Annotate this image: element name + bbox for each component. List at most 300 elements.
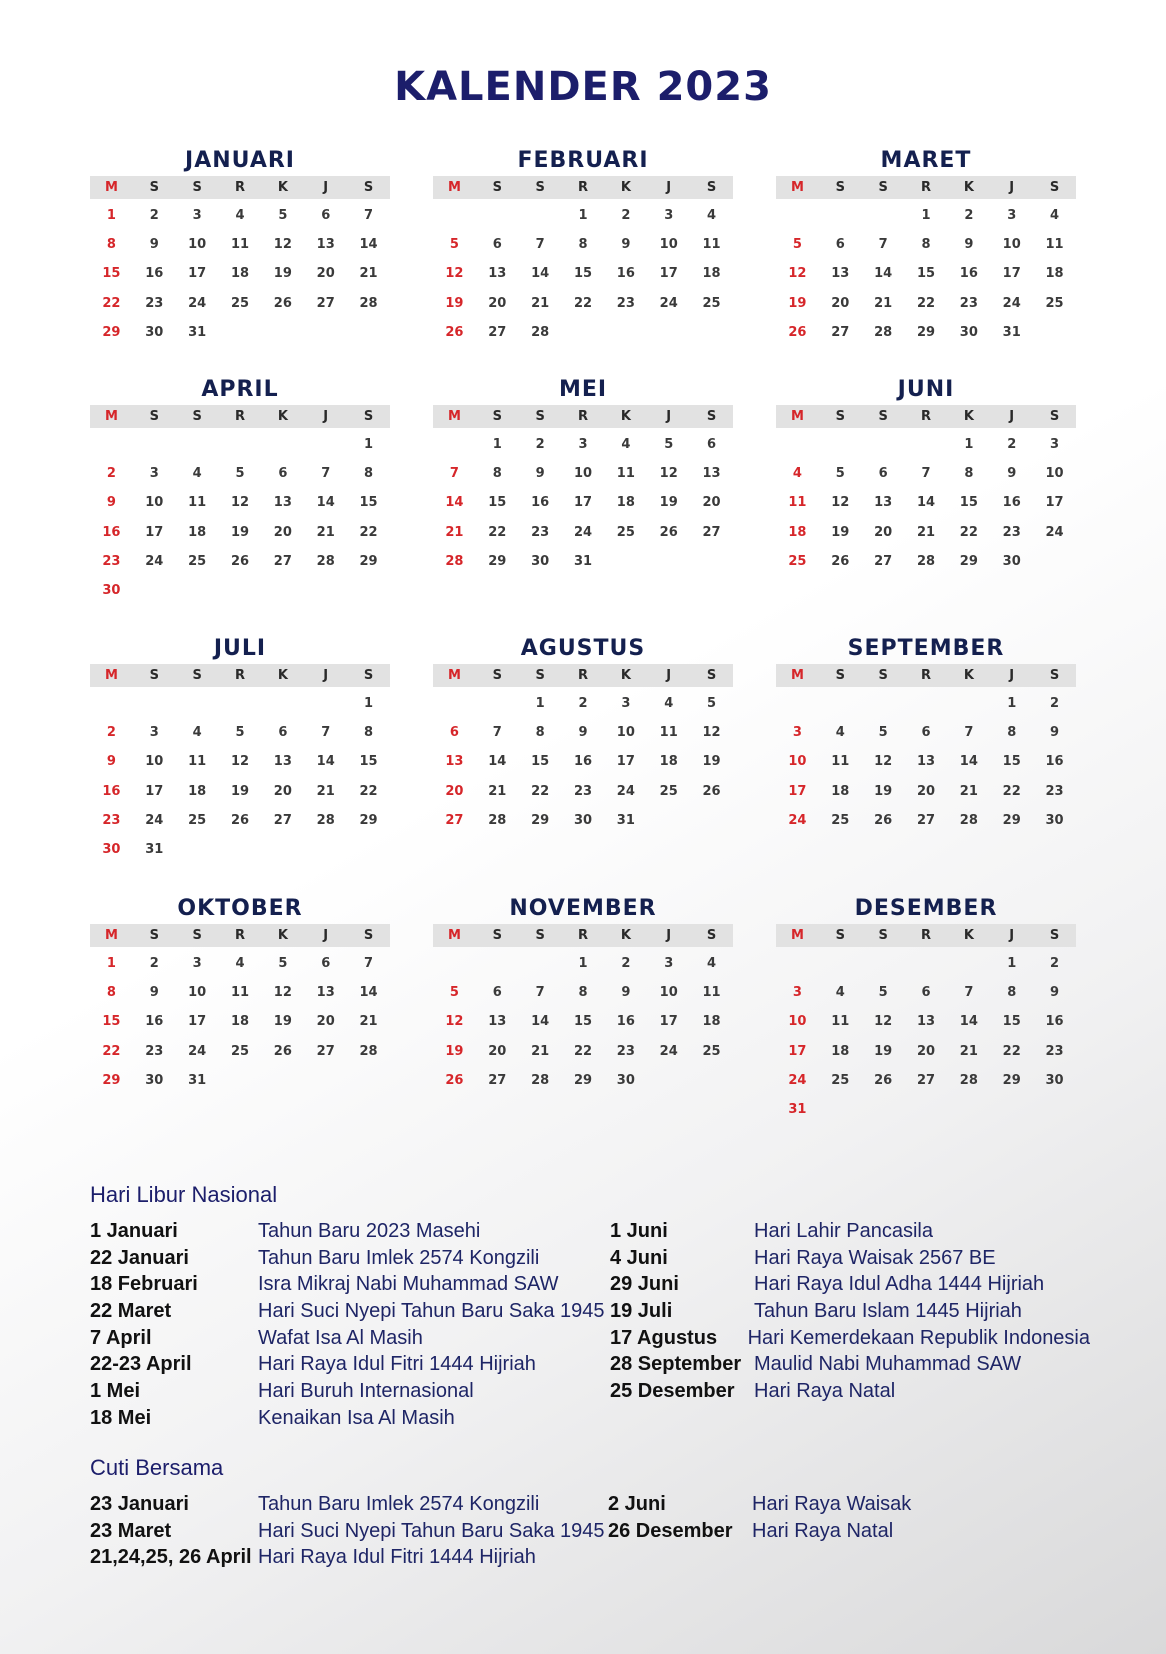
months-grid (90, 148, 1080, 1156)
day-cell: 26 (874, 812, 893, 828)
day-cell: 29 (573, 1072, 593, 1088)
day-cell: 21 (531, 295, 550, 311)
day-cell: 11 (188, 495, 207, 511)
empty-day-cell (433, 689, 476, 718)
day-cell: 12 (788, 266, 807, 282)
day-cell: 29 (1002, 812, 1021, 828)
month-name: APRIL (201, 377, 279, 402)
day-cell: 16 (1045, 754, 1064, 770)
day-cell: 3 (621, 696, 631, 711)
day-cell: 13 (488, 1014, 507, 1030)
day-cell: 16 (102, 524, 121, 540)
day-cell: 15 (1002, 1014, 1021, 1030)
day-cell: 11 (702, 985, 721, 1001)
weekday-header (776, 664, 1076, 687)
empty-day-cell (776, 201, 819, 230)
holiday-date: 29 Juni (610, 1273, 679, 1296)
day-cell: 1 (364, 696, 374, 711)
day-cell: 25 (831, 812, 850, 828)
holiday-row (610, 1298, 1090, 1325)
weekday-label: S (363, 928, 374, 943)
weekday-label: J (666, 928, 672, 943)
day-cell: 10 (659, 237, 678, 253)
day-cell: 15 (573, 266, 593, 282)
day-cell: 6 (492, 985, 502, 1001)
day-cell: 17 (659, 266, 678, 282)
day-cell: 23 (959, 295, 978, 311)
weekday-label: K (620, 668, 631, 683)
day-cell: 17 (659, 1014, 678, 1030)
holiday-date: 21,24,25, 26 April (90, 1546, 252, 1569)
day-cell: 28 (916, 553, 936, 569)
day-cell: 5 (664, 437, 674, 452)
day-cell: 8 (364, 466, 374, 482)
day-cell: 28 (874, 324, 893, 340)
day-cell: 22 (573, 1043, 593, 1059)
day-cell: 7 (535, 237, 545, 253)
day-cell: 29 (102, 324, 121, 340)
day-cell: 8 (535, 725, 545, 741)
day-cell: 19 (659, 495, 678, 511)
day-cell: 7 (492, 725, 502, 741)
day-cell: 15 (959, 495, 978, 511)
day-cell: 29 (531, 812, 550, 828)
day-cell: 30 (616, 1072, 635, 1088)
day-cell: 5 (235, 466, 245, 482)
day-cell: 17 (573, 495, 593, 511)
day-cell: 2 (149, 956, 159, 971)
weekday-label: S (363, 668, 374, 683)
weekday-label: R (234, 668, 245, 683)
day-cell: 1 (106, 956, 116, 971)
weekday-label: S (149, 180, 159, 195)
day-cell: 17 (188, 266, 207, 282)
empty-day-cell (905, 689, 948, 718)
day-cell: 22 (359, 524, 378, 540)
day-cell: 30 (959, 324, 978, 340)
day-cell: 12 (230, 754, 250, 770)
day-cell: 9 (621, 985, 631, 1001)
weekday-label: J (323, 409, 329, 424)
day-cell: 2 (1050, 956, 1060, 971)
day-cell: 29 (488, 553, 507, 569)
month-name: MEI (558, 377, 608, 402)
day-cell: 30 (145, 1072, 164, 1088)
day-cell: 20 (488, 1043, 507, 1059)
day-cell: 12 (230, 495, 250, 511)
weekday-label: S (149, 668, 159, 683)
weekday-label: S (706, 668, 717, 683)
day-cell: 12 (273, 985, 292, 1001)
weekday-label: M (447, 668, 461, 683)
weekday-header (90, 176, 390, 199)
holiday-date: 18 Mei (90, 1406, 152, 1429)
day-cell: 15 (359, 495, 378, 511)
day-cell: 11 (230, 237, 250, 253)
weekday-label: K (620, 409, 631, 424)
day-cell: 9 (1050, 985, 1060, 1001)
day-cell: 31 (188, 1072, 207, 1088)
day-cell: 5 (278, 956, 288, 971)
day-cell: 16 (145, 266, 164, 282)
day-cell: 4 (835, 985, 845, 1001)
weekday-label: S (149, 409, 159, 424)
day-cell: 25 (702, 295, 721, 311)
day-cell: 6 (278, 466, 288, 482)
day-cell: 13 (831, 266, 850, 282)
empty-day-cell (905, 430, 948, 459)
day-cell: 18 (230, 1014, 250, 1030)
day-cell: 1 (1007, 696, 1017, 711)
day-cell: 29 (959, 553, 978, 569)
day-cell: 10 (788, 754, 807, 770)
holiday-date: 22-23 April (90, 1353, 192, 1376)
weekday-label: M (104, 409, 118, 424)
day-cell: 17 (1045, 495, 1064, 511)
holiday-date: 2 Juni (608, 1493, 666, 1515)
empty-day-cell (776, 689, 819, 718)
day-cell: 23 (1002, 524, 1021, 540)
day-cell: 20 (916, 783, 936, 799)
day-cell: 24 (659, 1043, 678, 1059)
day-cell: 30 (1045, 812, 1064, 828)
weekday-label: K (277, 409, 288, 424)
day-cell: 18 (188, 524, 207, 540)
day-cell: 22 (102, 1043, 121, 1059)
day-cell: 8 (106, 985, 116, 1001)
empty-day-cell (304, 430, 347, 459)
day-cell: 22 (359, 783, 378, 799)
day-cell: 1 (964, 437, 974, 452)
weekday-label: R (234, 409, 245, 424)
day-cell: 30 (145, 324, 164, 340)
holiday-name: Hari Lahir Pancasila (754, 1220, 933, 1242)
day-grid (433, 949, 733, 1095)
day-cell: 22 (573, 295, 593, 311)
empty-day-cell (176, 689, 219, 718)
day-cell: 2 (106, 725, 116, 741)
day-cell: 1 (921, 208, 931, 223)
day-cell: 14 (316, 754, 335, 770)
weekday-label: S (492, 668, 502, 683)
weekday-label: M (447, 928, 461, 943)
holiday-row (90, 1325, 610, 1352)
month-september (776, 636, 1076, 896)
empty-day-cell (176, 430, 219, 459)
empty-day-cell (433, 430, 476, 459)
day-cell: 11 (788, 495, 807, 511)
day-cell: 30 (102, 841, 121, 857)
month-agustus (433, 636, 733, 896)
day-cell: 27 (916, 812, 936, 828)
day-cell: 14 (359, 985, 378, 1001)
day-cell: 19 (874, 783, 893, 799)
day-cell: 5 (278, 208, 288, 223)
day-cell: 24 (145, 553, 164, 569)
weekday-header (90, 405, 390, 428)
day-cell: 5 (449, 237, 459, 253)
weekday-label: R (234, 928, 245, 943)
day-cell: 13 (916, 1014, 936, 1030)
holiday-name: Hari Raya Waisak (752, 1493, 912, 1515)
day-cell: 11 (831, 754, 850, 770)
day-cell: 30 (531, 553, 550, 569)
day-grid (90, 430, 390, 605)
day-cell: 16 (531, 495, 550, 511)
weekday-label: R (577, 180, 588, 195)
weekday-label: K (963, 668, 974, 683)
day-cell: 24 (1002, 295, 1021, 311)
holiday-name: Tahun Baru Islam 1445 Hijriah (754, 1300, 1022, 1323)
day-cell: 17 (188, 1014, 207, 1030)
day-cell: 30 (1002, 553, 1021, 569)
day-cell: 7 (964, 725, 974, 741)
empty-day-cell (133, 430, 176, 459)
day-cell: 10 (145, 495, 164, 511)
weekday-label: K (620, 928, 631, 943)
day-cell: 26 (831, 553, 850, 569)
day-cell: 15 (359, 754, 378, 770)
day-cell: 8 (921, 237, 931, 253)
day-cell: 25 (230, 295, 250, 311)
national-holidays-left-column (90, 1218, 610, 1432)
day-cell: 7 (921, 466, 931, 482)
day-cell: 9 (106, 754, 116, 770)
day-cell: 15 (531, 754, 550, 770)
holiday-row (90, 1245, 610, 1272)
day-cell: 25 (188, 553, 207, 569)
day-cell: 20 (874, 524, 893, 540)
weekday-label: S (535, 180, 545, 195)
weekday-label: J (1009, 409, 1015, 424)
holiday-date: 1 Januari (90, 1220, 178, 1242)
day-cell: 1 (106, 208, 116, 223)
holiday-date: 26 Desember (608, 1519, 733, 1542)
day-cell: 24 (145, 812, 164, 828)
day-cell: 26 (445, 324, 464, 340)
day-cell: 13 (445, 754, 464, 770)
weekday-label: S (192, 409, 202, 424)
holiday-date: 18 Februari (90, 1273, 198, 1296)
weekday-label: J (323, 928, 329, 943)
day-cell: 14 (531, 266, 550, 282)
day-cell: 4 (235, 956, 245, 971)
day-cell: 12 (702, 725, 721, 741)
day-cell: 28 (359, 1043, 378, 1059)
day-cell: 8 (364, 725, 374, 741)
day-cell: 14 (316, 495, 335, 511)
weekday-label: K (277, 668, 288, 683)
weekday-label: S (492, 928, 502, 943)
empty-day-cell (862, 689, 905, 718)
empty-day-cell (519, 949, 562, 978)
holiday-date: 23 Maret (90, 1519, 172, 1542)
day-cell: 10 (145, 754, 164, 770)
day-cell: 15 (102, 266, 121, 282)
month-name: OKTOBER (177, 896, 303, 921)
day-cell: 24 (1045, 524, 1064, 540)
weekday-label: M (447, 180, 461, 195)
day-cell: 23 (102, 553, 121, 569)
month-name: JUNI (897, 377, 955, 402)
day-cell: 22 (916, 295, 936, 311)
holiday-name: Hari Raya Waisak 2567 BE (754, 1246, 996, 1269)
day-cell: 17 (1002, 266, 1021, 282)
day-cell: 6 (921, 985, 931, 1001)
day-cell: 26 (659, 524, 678, 540)
day-cell: 18 (230, 266, 250, 282)
day-cell: 20 (488, 295, 507, 311)
day-cell: 27 (874, 553, 893, 569)
day-cell: 31 (616, 812, 635, 828)
day-cell: 7 (535, 985, 545, 1001)
day-cell: 26 (874, 1072, 893, 1088)
weekday-label: S (535, 668, 545, 683)
day-cell: 11 (616, 466, 635, 482)
day-cell: 14 (959, 1014, 978, 1030)
holiday-date: 17 Agustus (610, 1326, 718, 1349)
day-cell: 5 (878, 985, 888, 1001)
holiday-name: Tahun Baru 2023 Masehi (258, 1220, 481, 1242)
day-cell: 24 (616, 783, 635, 799)
day-cell: 3 (192, 956, 202, 971)
day-cell: 19 (831, 524, 850, 540)
holiday-name: Wafat Isa Al Masih (258, 1326, 423, 1349)
weekday-label: S (835, 928, 845, 943)
day-cell: 9 (149, 985, 159, 1001)
day-cell: 19 (273, 1014, 292, 1030)
weekday-label: R (920, 409, 931, 424)
day-cell: 4 (707, 208, 717, 223)
day-cell: 7 (964, 985, 974, 1001)
empty-day-cell (519, 201, 562, 230)
weekday-label: M (790, 668, 804, 683)
day-cell: 21 (959, 1043, 978, 1059)
weekday-header (433, 176, 733, 199)
holiday-name: Hari Raya Natal (752, 1519, 894, 1542)
day-cell: 1 (535, 696, 545, 711)
day-cell: 17 (145, 783, 164, 799)
weekday-label: S (1049, 668, 1060, 683)
day-cell: 28 (959, 812, 978, 828)
day-cell: 28 (531, 324, 550, 340)
day-cell: 28 (531, 1072, 550, 1088)
day-cell: 27 (702, 524, 721, 540)
day-cell: 3 (578, 437, 588, 452)
national-holidays-title: Hari Libur Nasional (90, 1182, 278, 1207)
empty-day-cell (90, 430, 133, 459)
day-cell: 3 (192, 208, 202, 223)
day-cell: 24 (659, 295, 678, 311)
day-cell: 28 (316, 553, 335, 569)
day-cell: 10 (788, 1014, 807, 1030)
day-cell: 20 (831, 295, 850, 311)
day-cell: 27 (488, 1072, 507, 1088)
weekday-label: J (1009, 668, 1015, 683)
day-cell: 4 (707, 956, 717, 971)
day-cell: 20 (316, 1014, 335, 1030)
weekday-label: J (666, 409, 672, 424)
day-cell: 23 (102, 812, 121, 828)
day-cell: 5 (235, 725, 245, 741)
holiday-row (90, 1378, 610, 1405)
weekday-label: S (363, 409, 374, 424)
day-cell: 20 (273, 524, 292, 540)
day-cell: 22 (959, 524, 978, 540)
month-april (90, 377, 390, 636)
day-cell: 3 (1050, 437, 1060, 452)
weekday-label: S (878, 409, 888, 424)
day-cell: 25 (616, 524, 635, 540)
day-cell: 9 (1007, 466, 1017, 482)
holiday-name: Maulid Nabi Muhammad SAW (754, 1353, 1022, 1376)
day-cell: 15 (573, 1014, 593, 1030)
day-cell: 19 (702, 754, 721, 770)
empty-day-cell (947, 689, 990, 718)
day-cell: 1 (364, 437, 374, 452)
day-cell: 8 (1007, 985, 1017, 1001)
day-cell: 31 (1002, 324, 1021, 340)
holiday-name: Kenaikan Isa Al Masih (258, 1406, 455, 1429)
day-cell: 2 (106, 466, 116, 482)
day-cell: 26 (702, 783, 721, 799)
day-cell: 11 (659, 725, 678, 741)
holiday-date: 22 Januari (90, 1246, 189, 1269)
day-cell: 4 (792, 466, 802, 482)
holiday-row (90, 1271, 610, 1298)
day-cell: 25 (831, 1072, 850, 1088)
day-cell: 27 (316, 295, 335, 311)
holiday-name: Hari Suci Nyepi Tahun Baru Saka 1945 (258, 1300, 605, 1323)
day-cell: 18 (702, 266, 721, 282)
holiday-row (90, 1351, 610, 1378)
day-cell: 16 (959, 266, 978, 282)
day-cell: 18 (788, 524, 807, 540)
day-cell: 7 (321, 725, 331, 741)
day-cell: 17 (788, 783, 807, 799)
month-name: JANUARI (185, 148, 295, 173)
day-cell: 29 (359, 812, 378, 828)
empty-day-cell (862, 430, 905, 459)
day-cell: 26 (273, 1043, 292, 1059)
day-cell: 19 (874, 1043, 893, 1059)
day-cell: 6 (321, 208, 331, 223)
day-cell: 24 (573, 524, 593, 540)
day-cell: 18 (831, 783, 850, 799)
day-cell: 14 (445, 495, 464, 511)
weekday-label: S (706, 928, 717, 943)
holiday-row (608, 1518, 1088, 1545)
weekday-label: S (835, 409, 845, 424)
day-cell: 28 (359, 295, 378, 311)
day-cell: 21 (445, 524, 464, 540)
holiday-date: 19 Juli (610, 1300, 673, 1323)
weekday-label: R (577, 928, 588, 943)
weekday-label: S (706, 180, 717, 195)
day-cell: 3 (792, 985, 802, 1001)
day-cell: 31 (145, 841, 164, 857)
day-grid (433, 430, 733, 576)
day-cell: 27 (916, 1072, 936, 1088)
weekday-label: J (666, 180, 672, 195)
day-cell: 19 (230, 524, 250, 540)
day-cell: 21 (359, 1014, 378, 1030)
holiday-row (90, 1405, 610, 1432)
holiday-row (610, 1245, 1090, 1272)
day-cell: 10 (616, 725, 635, 741)
day-cell: 26 (230, 553, 250, 569)
weekday-label: M (790, 409, 804, 424)
